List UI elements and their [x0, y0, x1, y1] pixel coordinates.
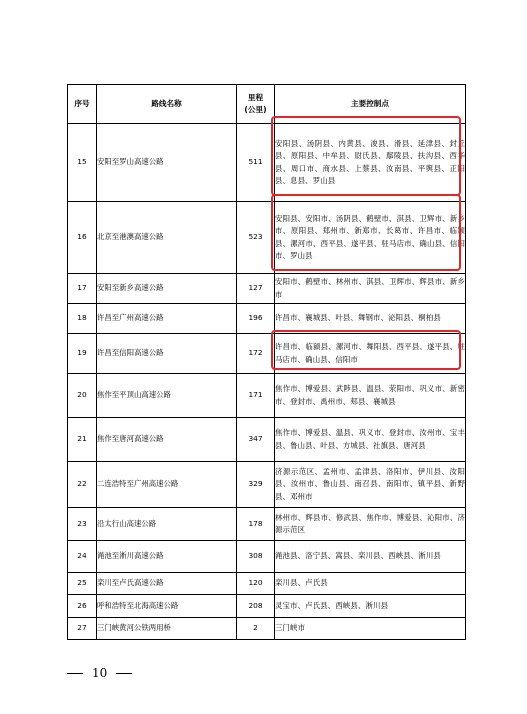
table-row — [68, 334, 466, 374]
row-seq: 25 — [68, 573, 97, 595]
row-route-name: 焦作至唐河高速公路 — [97, 418, 237, 462]
row-mileage: 172 — [237, 334, 275, 374]
header-mileage — [237, 85, 275, 124]
table-row — [68, 304, 466, 334]
table-row — [68, 508, 466, 541]
table-row — [68, 595, 466, 618]
row-mileage: 329 — [237, 462, 275, 508]
row-seq: 24 — [68, 541, 97, 573]
page-footer — [67, 666, 132, 680]
row-control-points: 三门峡市 — [275, 618, 466, 640]
row-route-name: 焦作至平顶山高速公路 — [97, 374, 237, 418]
table-row — [68, 573, 466, 595]
table-row — [68, 541, 466, 573]
header-route-name: 路线名称 — [97, 85, 237, 124]
row-control-points: 栾川县、卢氏县 — [275, 573, 466, 595]
row-seq: 18 — [68, 304, 97, 334]
page-number: 10 — [92, 666, 108, 680]
row-mileage: 2 — [237, 618, 275, 640]
row-route-name: 渑池至淅川高速公路 — [97, 541, 237, 573]
row-seq: 21 — [68, 418, 97, 462]
header-mileage-line1: 里程 — [247, 92, 264, 102]
row-seq: 26 — [68, 595, 97, 618]
table-row — [68, 202, 466, 274]
row-control-points: 焦作市、博爱县、武陟县、温县、荥阳市、巩义市、新密市、登封市、禹州市、郏县、襄城县 — [275, 374, 466, 418]
row-seq: 15 — [68, 124, 97, 202]
row-route-name: 北京至港澳高速公路 — [97, 202, 237, 274]
row-control-points: 济源示范区、孟州市、孟津县、洛阳市、伊川县、汝阳县、汝州市、鲁山县、南召县、南阳市、镇平县、新野县、邓州市 — [275, 462, 466, 508]
row-control-points: 安阳县、安阳市、汤阴县、鹤壁市、淇县、卫辉市、新乡市、原阳县、郑州市、新郑市、长葛市、许昌市、临颍县、漯河市、西平县、遂平县、驻马店市、确山县、信阳市、罗山县 — [275, 202, 466, 274]
row-route-name: 许昌至广州高速公路 — [97, 304, 237, 334]
header-seq: 序号 — [68, 85, 97, 124]
footer-dash-left — [67, 673, 83, 674]
table-row — [68, 418, 466, 462]
table-row — [68, 374, 466, 418]
row-mileage: 196 — [237, 304, 275, 334]
header-control-points: 主要控制点 — [275, 85, 466, 124]
table-row — [68, 462, 466, 508]
row-control-points: 林州市、辉县市、修武县、焦作市、博爱县、沁阳市、济源示范区 — [275, 508, 466, 541]
row-mileage: 171 — [237, 374, 275, 418]
row-route-name: 栾川至卢氏高速公路 — [97, 573, 237, 595]
row-control-points: 灵宝市、卢氏县、西峡县、淅川县 — [275, 595, 466, 618]
table-row — [68, 618, 466, 640]
row-route-name: 许昌至信阳高速公路 — [97, 334, 237, 374]
row-control-points: 安阳县、汤阴县、内黄县、浚县、滑县、延津县、封丘县、原阳县、中牟县、尉氏县、鄢陵县、扶沟县、西华县、周口市、商水县、上蔡县、汝南县、平舆县、正阳县、息县、罗山县 — [275, 124, 466, 202]
table-row — [68, 274, 466, 304]
row-mileage: 208 — [237, 595, 275, 618]
row-seq: 16 — [68, 202, 97, 274]
row-control-points: 许昌市、临颍县、漯河市、舞阳县、西平县、遂平县、驻马店市、确山县、信阳市 — [275, 334, 466, 374]
row-mileage: 511 — [237, 124, 275, 202]
row-seq: 20 — [68, 374, 97, 418]
row-mileage: 127 — [237, 274, 275, 304]
row-mileage: 178 — [237, 508, 275, 541]
row-mileage: 308 — [237, 541, 275, 573]
footer-dash-right — [116, 673, 132, 674]
row-mileage: 347 — [237, 418, 275, 462]
row-seq: 27 — [68, 618, 97, 640]
table-header-row — [68, 85, 466, 124]
row-control-points: 许昌市、襄城县、叶县、舞钢市、泌阳县、桐柏县 — [275, 304, 466, 334]
expressway-route-table — [67, 84, 466, 640]
row-route-name: 二连浩特至广州高速公路 — [97, 462, 237, 508]
row-route-name: 呼和浩特至北海高速公路 — [97, 595, 237, 618]
row-route-name: 沿太行山高速公路 — [97, 508, 237, 541]
row-seq: 22 — [68, 462, 97, 508]
row-control-points: 焦作市、博爱县、温县、巩义市、登封市、汝州市、宝丰县、鲁山县、叶县、方城县、社旗县、唐河县 — [275, 418, 466, 462]
header-mileage-line2: (公里) — [244, 105, 267, 114]
row-seq: 19 — [68, 334, 97, 374]
row-route-name: 安阳至新乡高速公路 — [97, 274, 237, 304]
table-row — [68, 124, 466, 202]
row-seq: 17 — [68, 274, 97, 304]
row-route-name: 三门峡黄河公铁两用桥 — [97, 618, 237, 640]
row-control-points: 渑池县、洛宁县、嵩县、栾川县、西峡县、淅川县 — [275, 541, 466, 573]
row-seq: 23 — [68, 508, 97, 541]
row-route-name: 安阳至罗山高速公路 — [97, 124, 237, 202]
row-mileage: 120 — [237, 573, 275, 595]
row-control-points: 安阳市、鹤壁市、林州市、淇县、卫辉市、辉县市、新乡市 — [275, 274, 466, 304]
row-mileage: 523 — [237, 202, 275, 274]
